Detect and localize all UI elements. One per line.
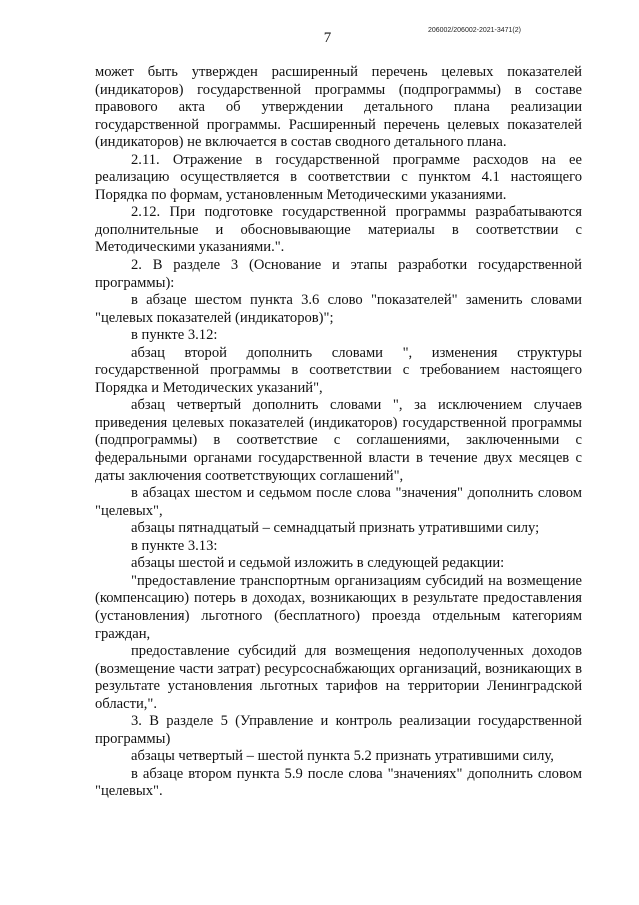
paragraph: 2.11. Отражение в государственной программе расходов на ее реализацию осуществляется в соответствии с пунктом 4.1 настоящего Порядка по формам, установленным Методическими указаниями.	[95, 151, 582, 203]
paragraph: абзац второй дополнить словами ", изменения структуры государственной программы в соответствии с требованием настоящего Порядка и Методических указаний",	[95, 344, 582, 396]
document-body	[95, 64, 582, 801]
paragraph: может быть утвержден расширенный перечень целевых показателей (индикаторов) государственной программы (подпрограммы) в составе правового акта об утверждении детального плана реализации государственной программы. Расширенный перечень целевых показателей (индикаторов) не включается в состав сводного детального плана.	[95, 64, 582, 151]
document-registration-number: 206002/206002-2021-3471(2)	[427, 27, 521, 34]
paragraph: абзацы шестой и седьмой изложить в следующей редакции:	[131, 555, 505, 572]
paragraph: 3. В разделе 5 (Управление и контроль реализации государственной программы)	[95, 713, 582, 747]
paragraph: в абзаце шестом пункта 3.6 слово "показателей" заменить словами "целевых показателей (индикаторов)";	[95, 292, 582, 326]
paragraph: в пункте 3.13:	[131, 537, 218, 554]
paragraph: в абзацах шестом и седьмом после слова "значения" дополнить словом "целевых",	[95, 485, 582, 519]
paragraph: предоставление субсидий для возмещения недополученных доходов (возмещение части затрат) ресурсоснабжающих организаций, возникающих в результате установления льготных тарифов на территории Ленинградской области,".	[95, 643, 582, 712]
page-number: 7	[323, 30, 332, 46]
paragraph: абзацы четвертый – шестой пункта 5.2 признать утратившими силу,	[131, 748, 554, 765]
paragraph: абзацы пятнадцатый – семнадцатый признать утратившими силу;	[131, 520, 540, 537]
paragraph: "предоставление транспортным организациям субсидий на возмещение (компенсацию) потерь в доходах, возникающих в результате предоставления (установления) льготного (бесплатного) проезда отдельным категориям граждан,	[95, 572, 582, 642]
paragraph: в абзаце втором пункта 5.9 после слова "значениях" дополнить словом "целевых".	[95, 765, 582, 800]
paragraph: 2. В разделе 3 (Основание и этапы разработки государственной программы):	[95, 257, 582, 291]
paragraph: абзац четвертый дополнить словами ", за исключением случаев приведения целевых показателей (индикаторов) государственной программы (подпрограммы) в соответствие с соглашениями, заключенными с федеральными органами государственной власти в течение двух месяцев с даты заключения соответствующих соглашений",	[95, 397, 582, 484]
paragraph: в пункте 3.12:	[131, 327, 218, 344]
paragraph: 2.12. При подготовке государственной программы разрабатываются дополнительные и обосновывающие материалы в соответствии с Методическими указаниями.".	[95, 204, 582, 256]
